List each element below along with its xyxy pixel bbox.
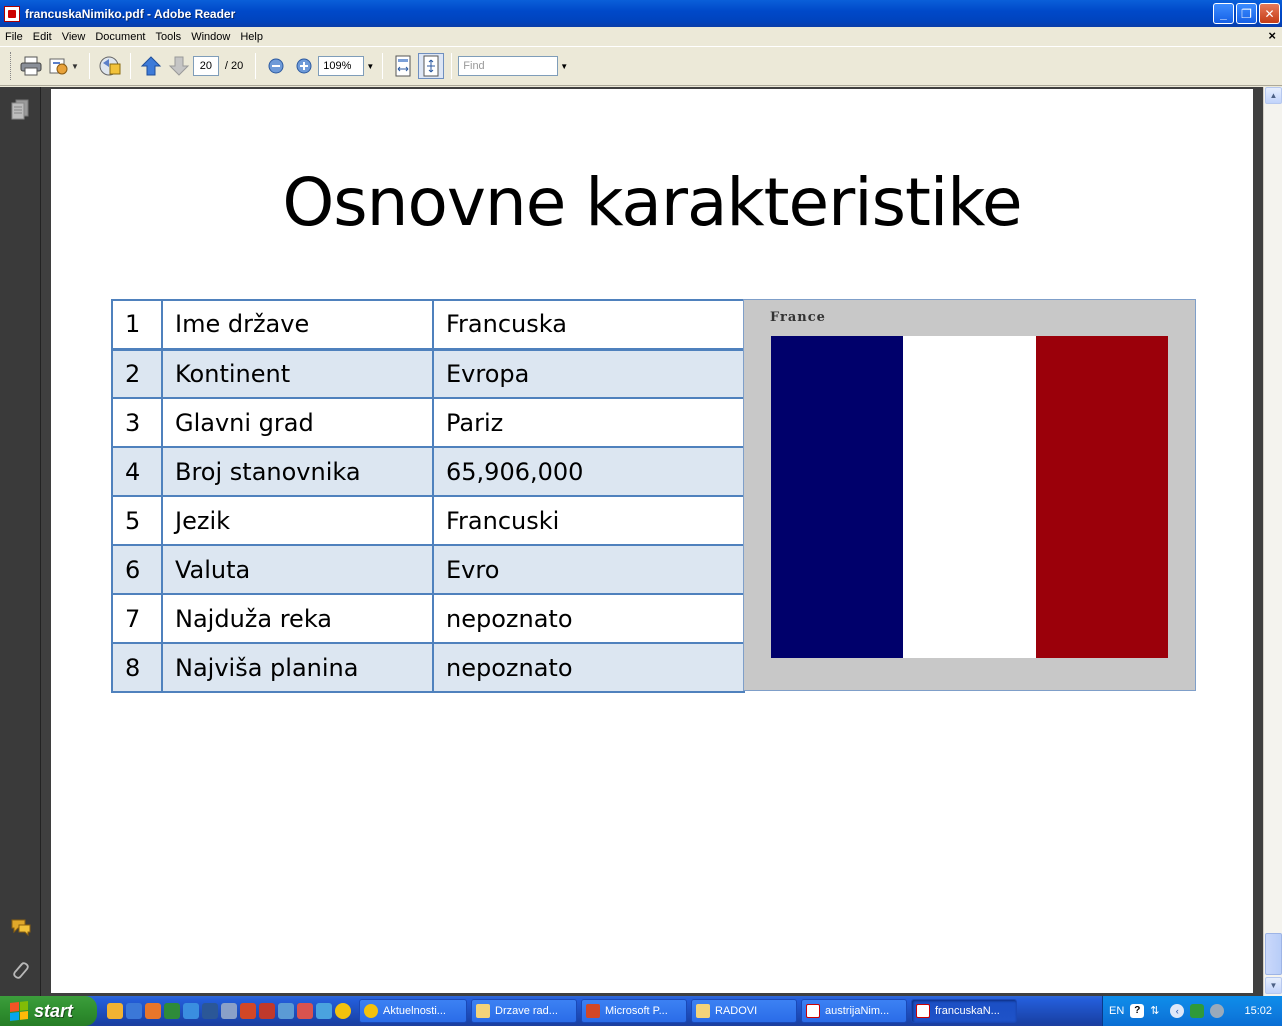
attachments-icon[interactable] [10,959,30,979]
toolbar-separator [382,53,383,79]
comments-icon[interactable] [10,917,30,937]
language-indicator[interactable]: EN [1109,1005,1125,1017]
acrobat-icon[interactable] [297,1003,313,1019]
security-icon[interactable] [1190,1004,1204,1018]
row-value: Francuski [433,496,744,545]
toolbar-grip [10,52,13,80]
row-number: 5 [112,496,162,545]
table-row [112,398,744,447]
pdf-icon [916,1004,930,1018]
taskbar [0,996,1282,1026]
row-number: 8 [112,643,162,692]
print-icon[interactable] [18,53,44,79]
row-number: 3 [112,398,162,447]
row-key: Jezik [162,496,433,545]
minimize-button[interactable]: _ [1213,3,1234,24]
taskbar-item-radovi[interactable] [691,999,797,1023]
powerpoint-icon[interactable] [240,1003,256,1019]
table-row [112,447,744,496]
menu-bar [0,27,1282,46]
network-icon[interactable]: ⇅ [1150,1005,1160,1017]
row-value: 65,906,000 [433,447,744,496]
window-title: francuskaNimiko.pdf - Adobe Reader [25,6,236,21]
system-tray [1102,996,1282,1026]
row-number: 2 [112,349,162,398]
france-flag [771,336,1168,658]
menu-window[interactable]: Window [191,30,231,43]
row-key: Ime države [162,300,433,349]
menu-file[interactable]: File [5,30,23,43]
start-label: start [34,1000,74,1021]
review-icon[interactable] [46,53,72,79]
toolbar-separator [130,53,131,79]
task-label: Drzave rad... [495,1005,558,1017]
task-label: Microsoft P... [605,1005,668,1017]
table-row [112,496,744,545]
row-value: Evro [433,545,744,594]
quick-launch [97,1003,359,1019]
row-key: Valuta [162,545,433,594]
toolbar [0,46,1282,86]
flag-label: France [770,310,826,325]
find-input[interactable]: Find [458,56,558,76]
windows-logo-icon [10,1001,28,1021]
row-key: Najduža reka [162,594,433,643]
pdf-icon [806,1004,820,1018]
table-row [112,349,744,398]
row-key: Broj stanovnika [162,447,433,496]
word-icon[interactable] [202,1003,218,1019]
firefox-icon[interactable] [145,1003,161,1019]
fit-width-icon[interactable] [390,53,416,79]
task-label: RADOVI [715,1005,758,1017]
menu-view[interactable]: View [61,30,86,43]
menu-help[interactable]: Help [240,30,263,43]
row-value: nepoznato [433,594,744,643]
toolbar-separator [255,53,256,79]
taskbar-item-drzave[interactable] [471,999,577,1023]
flag-stripe-blue [771,336,903,658]
close-button[interactable]: ✕ [1259,3,1280,24]
window-controls [1213,3,1280,24]
taskbar-item-aktuelnosti[interactable] [359,999,467,1023]
table-row [112,300,744,349]
menu-tools[interactable]: Tools [155,30,182,43]
previous-page-icon[interactable] [138,53,164,79]
taskbar-item-microsoft-p[interactable] [581,999,687,1023]
row-key: Najviša planina [162,643,433,692]
messenger-icon[interactable] [107,1003,123,1019]
menu-document[interactable]: Document [95,30,146,43]
menu-edit[interactable]: Edit [32,30,52,43]
internet-explorer-icon[interactable] [316,1003,332,1019]
table-row [112,545,744,594]
task-label: francuskaN... [935,1005,1000,1017]
characteristics-table [111,299,745,693]
toolbar-separator [451,53,452,79]
outlook-icon[interactable] [126,1003,142,1019]
calculator-icon[interactable] [259,1003,275,1019]
scrollbar-thumb[interactable] [1265,933,1282,975]
row-value: Francuska [433,300,744,349]
fit-page-icon[interactable] [418,53,444,79]
zoom-in-icon[interactable] [291,53,317,79]
document-close-icon[interactable]: × [1268,28,1276,43]
folder-icon [476,1004,490,1018]
restore-button[interactable]: ❐ [1236,3,1257,24]
flag-stripe-red [1036,336,1168,658]
page-number-input[interactable]: 20 [193,56,219,76]
pages-icon[interactable] [10,99,30,119]
chrome-icon [364,1004,378,1018]
paint-icon[interactable] [278,1003,294,1019]
row-value: nepoznato [433,643,744,692]
internet-explorer-icon[interactable] [183,1003,199,1019]
flag-stripe-white [903,336,1035,658]
scroll-up-icon[interactable]: ▲ [1265,87,1282,104]
taskbar-item-francuska[interactable] [911,999,1017,1023]
navigation-panel [0,87,41,996]
row-number: 1 [112,300,162,349]
page-total: / 20 [224,60,244,72]
zoom-level-field[interactable]: 109% [318,56,364,76]
task-label: austrijaNim... [825,1005,890,1017]
help-icon[interactable]: ? [1130,1004,1144,1018]
pdf-page [51,89,1253,993]
toolbar-separator [89,53,90,79]
row-value: Pariz [433,398,744,447]
adobe-reader-icon [4,6,20,22]
next-page-icon[interactable] [166,53,192,79]
taskbar-item-austrija[interactable] [801,999,907,1023]
document-area[interactable] [41,87,1263,996]
clock[interactable]: 15:02 [1244,1005,1272,1017]
review-dropdown-icon[interactable]: ▼ [71,61,79,71]
zoom-dropdown-icon[interactable]: ▼ [366,61,375,71]
collaborate-icon[interactable] [97,53,123,79]
slide-title: Osnovne karakteristike [282,164,1022,241]
find-dropdown-icon[interactable]: ▼ [560,61,569,71]
row-key: Kontinent [162,349,433,398]
row-value: Evropa [433,349,744,398]
title-bar [0,0,1282,27]
scroll-down-icon[interactable]: ▼ [1265,977,1282,994]
powerpoint-icon [586,1004,600,1018]
table-row [112,643,744,692]
chrome-icon[interactable] [335,1003,351,1019]
media-player-icon[interactable] [221,1003,237,1019]
flag-image [743,299,1196,691]
excel-icon[interactable] [164,1003,180,1019]
task-label: Aktuelnosti... [383,1005,446,1017]
row-number: 4 [112,447,162,496]
row-number: 7 [112,594,162,643]
expand-tray-icon[interactable]: ‹ [1170,1004,1184,1018]
table-row [112,594,744,643]
zoom-out-icon[interactable] [263,53,289,79]
row-key: Glavni grad [162,398,433,447]
volume-icon[interactable] [1210,1004,1224,1018]
start-button[interactable] [0,996,97,1026]
folder-icon [696,1004,710,1018]
vertical-scrollbar[interactable] [1263,87,1282,996]
row-number: 6 [112,545,162,594]
